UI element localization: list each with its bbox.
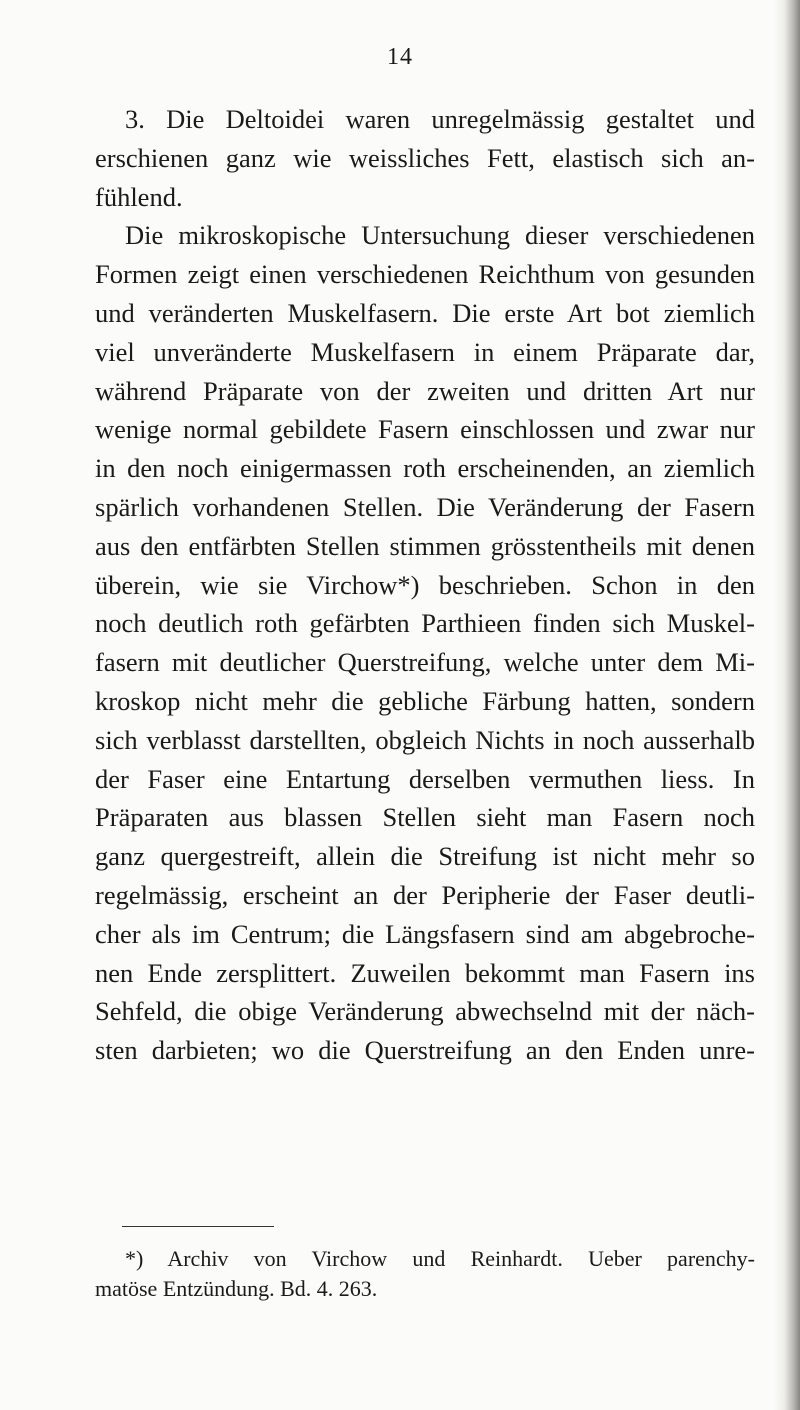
text-line: regelmässig, erscheint an der Peripherie der Faser deutli- bbox=[95, 879, 755, 910]
text-line: noch deutlich roth gefärbten Parthieen finden sich Muskel- bbox=[95, 608, 755, 639]
text-line: sich verblasst darstellten, obgleich Nichts in noch ausserhalb bbox=[95, 724, 755, 755]
page-binding-shadow bbox=[774, 0, 800, 1410]
body-text bbox=[95, 100, 755, 1070]
text-line: Die mikroskopische Untersuchung dieser verschiedenen bbox=[125, 220, 755, 251]
text-line: sten darbieten; wo die Querstreifung an den Enden unre- bbox=[95, 1035, 755, 1066]
text-line: in den noch einigermassen roth erscheinenden, an ziemlich bbox=[95, 453, 755, 484]
text-line: der Faser eine Entartung derselben vermuthen liess. In bbox=[95, 763, 755, 794]
text-line: überein, wie sie Virchow*) beschrieben. Schon in den bbox=[95, 569, 755, 600]
text-line: Präparaten aus blassen Stellen sieht man Fasern noch bbox=[95, 802, 755, 833]
text-line: während Präparate von der zweiten und dritten Art nur bbox=[95, 375, 755, 406]
text-line: 3. Die Deltoidei waren unregelmässig gestaltet und bbox=[125, 104, 755, 134]
footnote-rule bbox=[122, 1226, 274, 1227]
text-line: wenige normal gebildete Fasern einschlossen und zwar nur bbox=[95, 414, 755, 445]
text-line: fasern mit deutlicher Querstreifung, welche unter dem Mi- bbox=[95, 647, 755, 678]
text-line: viel unveränderte Muskelfasern in einem Präparate dar, bbox=[95, 336, 755, 367]
text-line: ganz quergestreift, allein die Streifung ist nicht mehr so bbox=[95, 841, 755, 872]
text-line: Sehfeld, die obige Veränderung abwechselnd mit der näch- bbox=[95, 996, 755, 1027]
text-line: erschienen ganz wie weissliches Fett, elastisch sich an- bbox=[95, 142, 755, 173]
text-line: und veränderten Muskelfasern. Die erste Art bot ziemlich bbox=[95, 297, 755, 328]
text-line: kroskop nicht mehr die gebliche Färbung hatten, sondern bbox=[95, 685, 755, 716]
footnote-line: matöse Entzündung. Bd. 4. 263. bbox=[95, 1276, 378, 1301]
footnote-line: *) Archiv von Virchow und Reinhardt. Ueber parenchy- bbox=[125, 1246, 755, 1271]
text-line: Formen zeigt einen verschiedenen Reichthum von gesunden bbox=[95, 259, 755, 290]
page-number: 14 bbox=[387, 44, 413, 70]
text-line: spärlich vorhandenen Stellen. Die Veränderung der Fasern bbox=[95, 491, 755, 522]
text-line: cher als im Centrum; die Längsfasern sind am abgebroche- bbox=[95, 918, 755, 949]
text-line: nen Ende zersplittert. Zuweilen bekommt man Fasern ins bbox=[95, 957, 755, 988]
text-line: aus den entfärbten Stellen stimmen grösstentheils mit denen bbox=[95, 530, 755, 561]
text-line: fühlend. bbox=[95, 181, 183, 212]
footnotes bbox=[95, 1244, 755, 1304]
